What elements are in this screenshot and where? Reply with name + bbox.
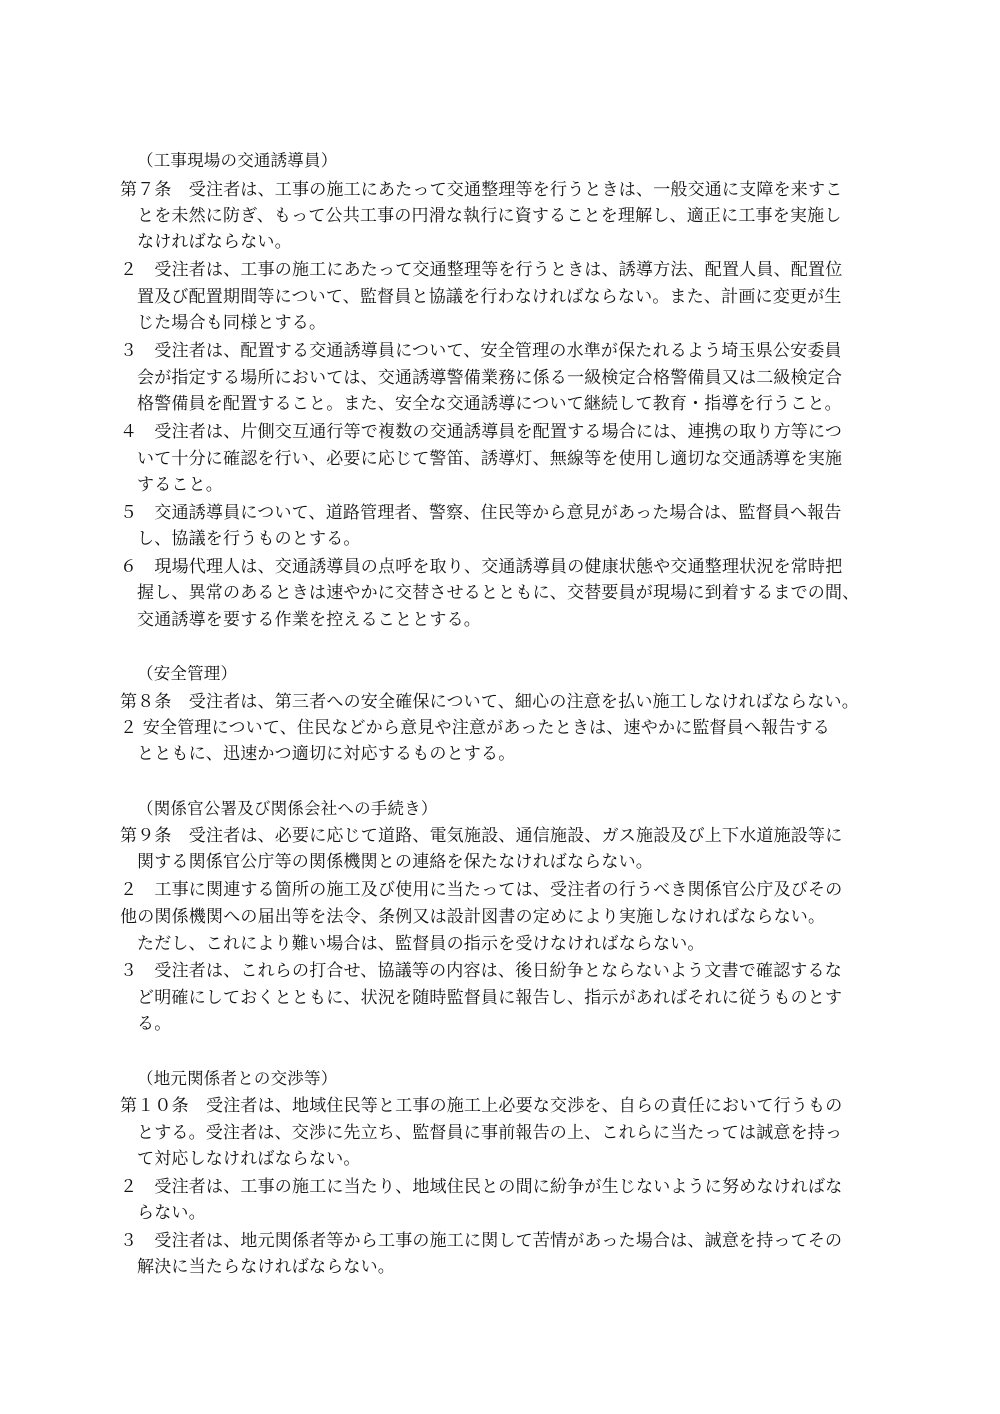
article-line: いて十分に確認を行い、必要に応じて警笛、誘導灯、無線等を使用し適切な交通誘導を実施 [137, 449, 843, 469]
article-line: 格警備員を配置すること。また、安全な交通誘導について継続して教育・指導を行うこと。 [137, 394, 842, 414]
article-line: 解決に当たらなければならない。 [137, 1257, 395, 1277]
article-line: とを未然に防ぎ、もって公共工事の円滑な執行に資することを理解し、適正に工事を実施し [137, 206, 842, 226]
article-line: 握し、異常のあるときは速やかに交替させるとともに、交替要員が現場に到着するまでの間、 [137, 583, 860, 603]
article-line: とともに、迅速かつ適切に対応するものとする。 [137, 744, 516, 764]
article-line: すること。 [137, 475, 223, 495]
article-line: 関する関係官公庁等の関係機関との連絡を保たなければならない。 [137, 852, 653, 872]
article-line: ３ 受注者は、これらの打合せ、協議等の内容は、後日紛争とならないよう文書で確認するな [120, 961, 842, 981]
article-line: とする。受注者は、交渉に先立ち、監督員に事前報告の上、これらに当たっては誠意を持っ [137, 1123, 843, 1143]
article-line: ２ 受注者は、工事の施工にあたって交通整理等を行うときは、誘導方法、配置人員、配置位 [120, 260, 843, 280]
article-line: 第７条 受注者は、工事の施工にあたって交通整理等を行うときは、一般交通に支障を来すこ [120, 180, 843, 200]
article-line: ど明確にしておくとともに、状況を随時監督員に報告し、指示があればそれに従うものとす [137, 988, 843, 1008]
article-line: 他の関係機関への届出等を法令、条例又は設計図書の定めにより実施しなければならない。 [120, 907, 826, 927]
article-line: ３ 受注者は、配置する交通誘導員について、安全管理の水準が保たれるよう埼玉県公安委員 [120, 341, 842, 361]
article-line: ３ 受注者は、地元関係者等から工事の施工に関して苦情があった場合は、誠意を持ってその [120, 1231, 843, 1251]
section-heading: （関係官公署及び関係会社への手続き） [137, 799, 438, 818]
article-line: る。 [137, 1014, 172, 1034]
article-line: ４ 受注者は、片側交互通行等で複数の交通誘導員を配置する場合には、連携の取り方等につ [120, 422, 843, 442]
article-line: 第１０条 受注者は、地域住民等と工事の施工上必要な交渉を、自らの責任において行うもの [120, 1096, 843, 1116]
article-line: らない。 [137, 1203, 206, 1223]
article-line: て対応しなければならない。 [137, 1149, 361, 1169]
article-line: ただし、これにより難い場合は、監督員の指示を受けなければならない。 [137, 934, 705, 954]
article-line: ２ 受注者は、工事の施工に当たり、地域住民との間に紛争が生じないように努めなければな [120, 1177, 843, 1197]
article-line: 第９条 受注者は、必要に応じて道路、電気施設、通信施設、ガス施設及び上下水道施設等に [120, 826, 843, 846]
article-line: なければならない。 [137, 232, 292, 252]
section-heading: （地元関係者との交渉等） [137, 1069, 338, 1088]
article-line: ２ 安全管理について、住民などから意見や注意があったときは、速やかに監督員へ報告する [120, 718, 830, 738]
article-line: 交通誘導を要する作業を控えることとする。 [137, 610, 481, 630]
article-line: 会が指定する場所においては、交通誘導警備業務に係る一級検定合格警備員又は二級検定合 [137, 368, 843, 388]
article-line: ６ 現場代理人は、交通誘導員の点呼を取り、交通誘導員の健康状態や交通整理状況を常時把 [120, 557, 843, 577]
article-line: 第８条 受注者は、第三者への安全確保について、細心の注意を払い施工しなければならない。 [120, 692, 859, 712]
section-heading: （工事現場の交通誘導員） [137, 151, 338, 170]
article-line: し、協議を行うものとする。 [137, 529, 361, 549]
article-line: じた場合も同様とする。 [137, 313, 327, 333]
section-heading: （安全管理） [137, 664, 238, 683]
article-line: ２ 工事に関連する箇所の施工及び使用に当たっては、受注者の行うべき関係官公庁及びその [120, 880, 843, 900]
article-line: 置及び配置期間等について、監督員と協議を行わなければならない。また、計画に変更が生 [137, 287, 842, 307]
article-line: ５ 交通誘導員について、道路管理者、警察、住民等から意見があった場合は、監督員へ報告 [120, 503, 842, 523]
